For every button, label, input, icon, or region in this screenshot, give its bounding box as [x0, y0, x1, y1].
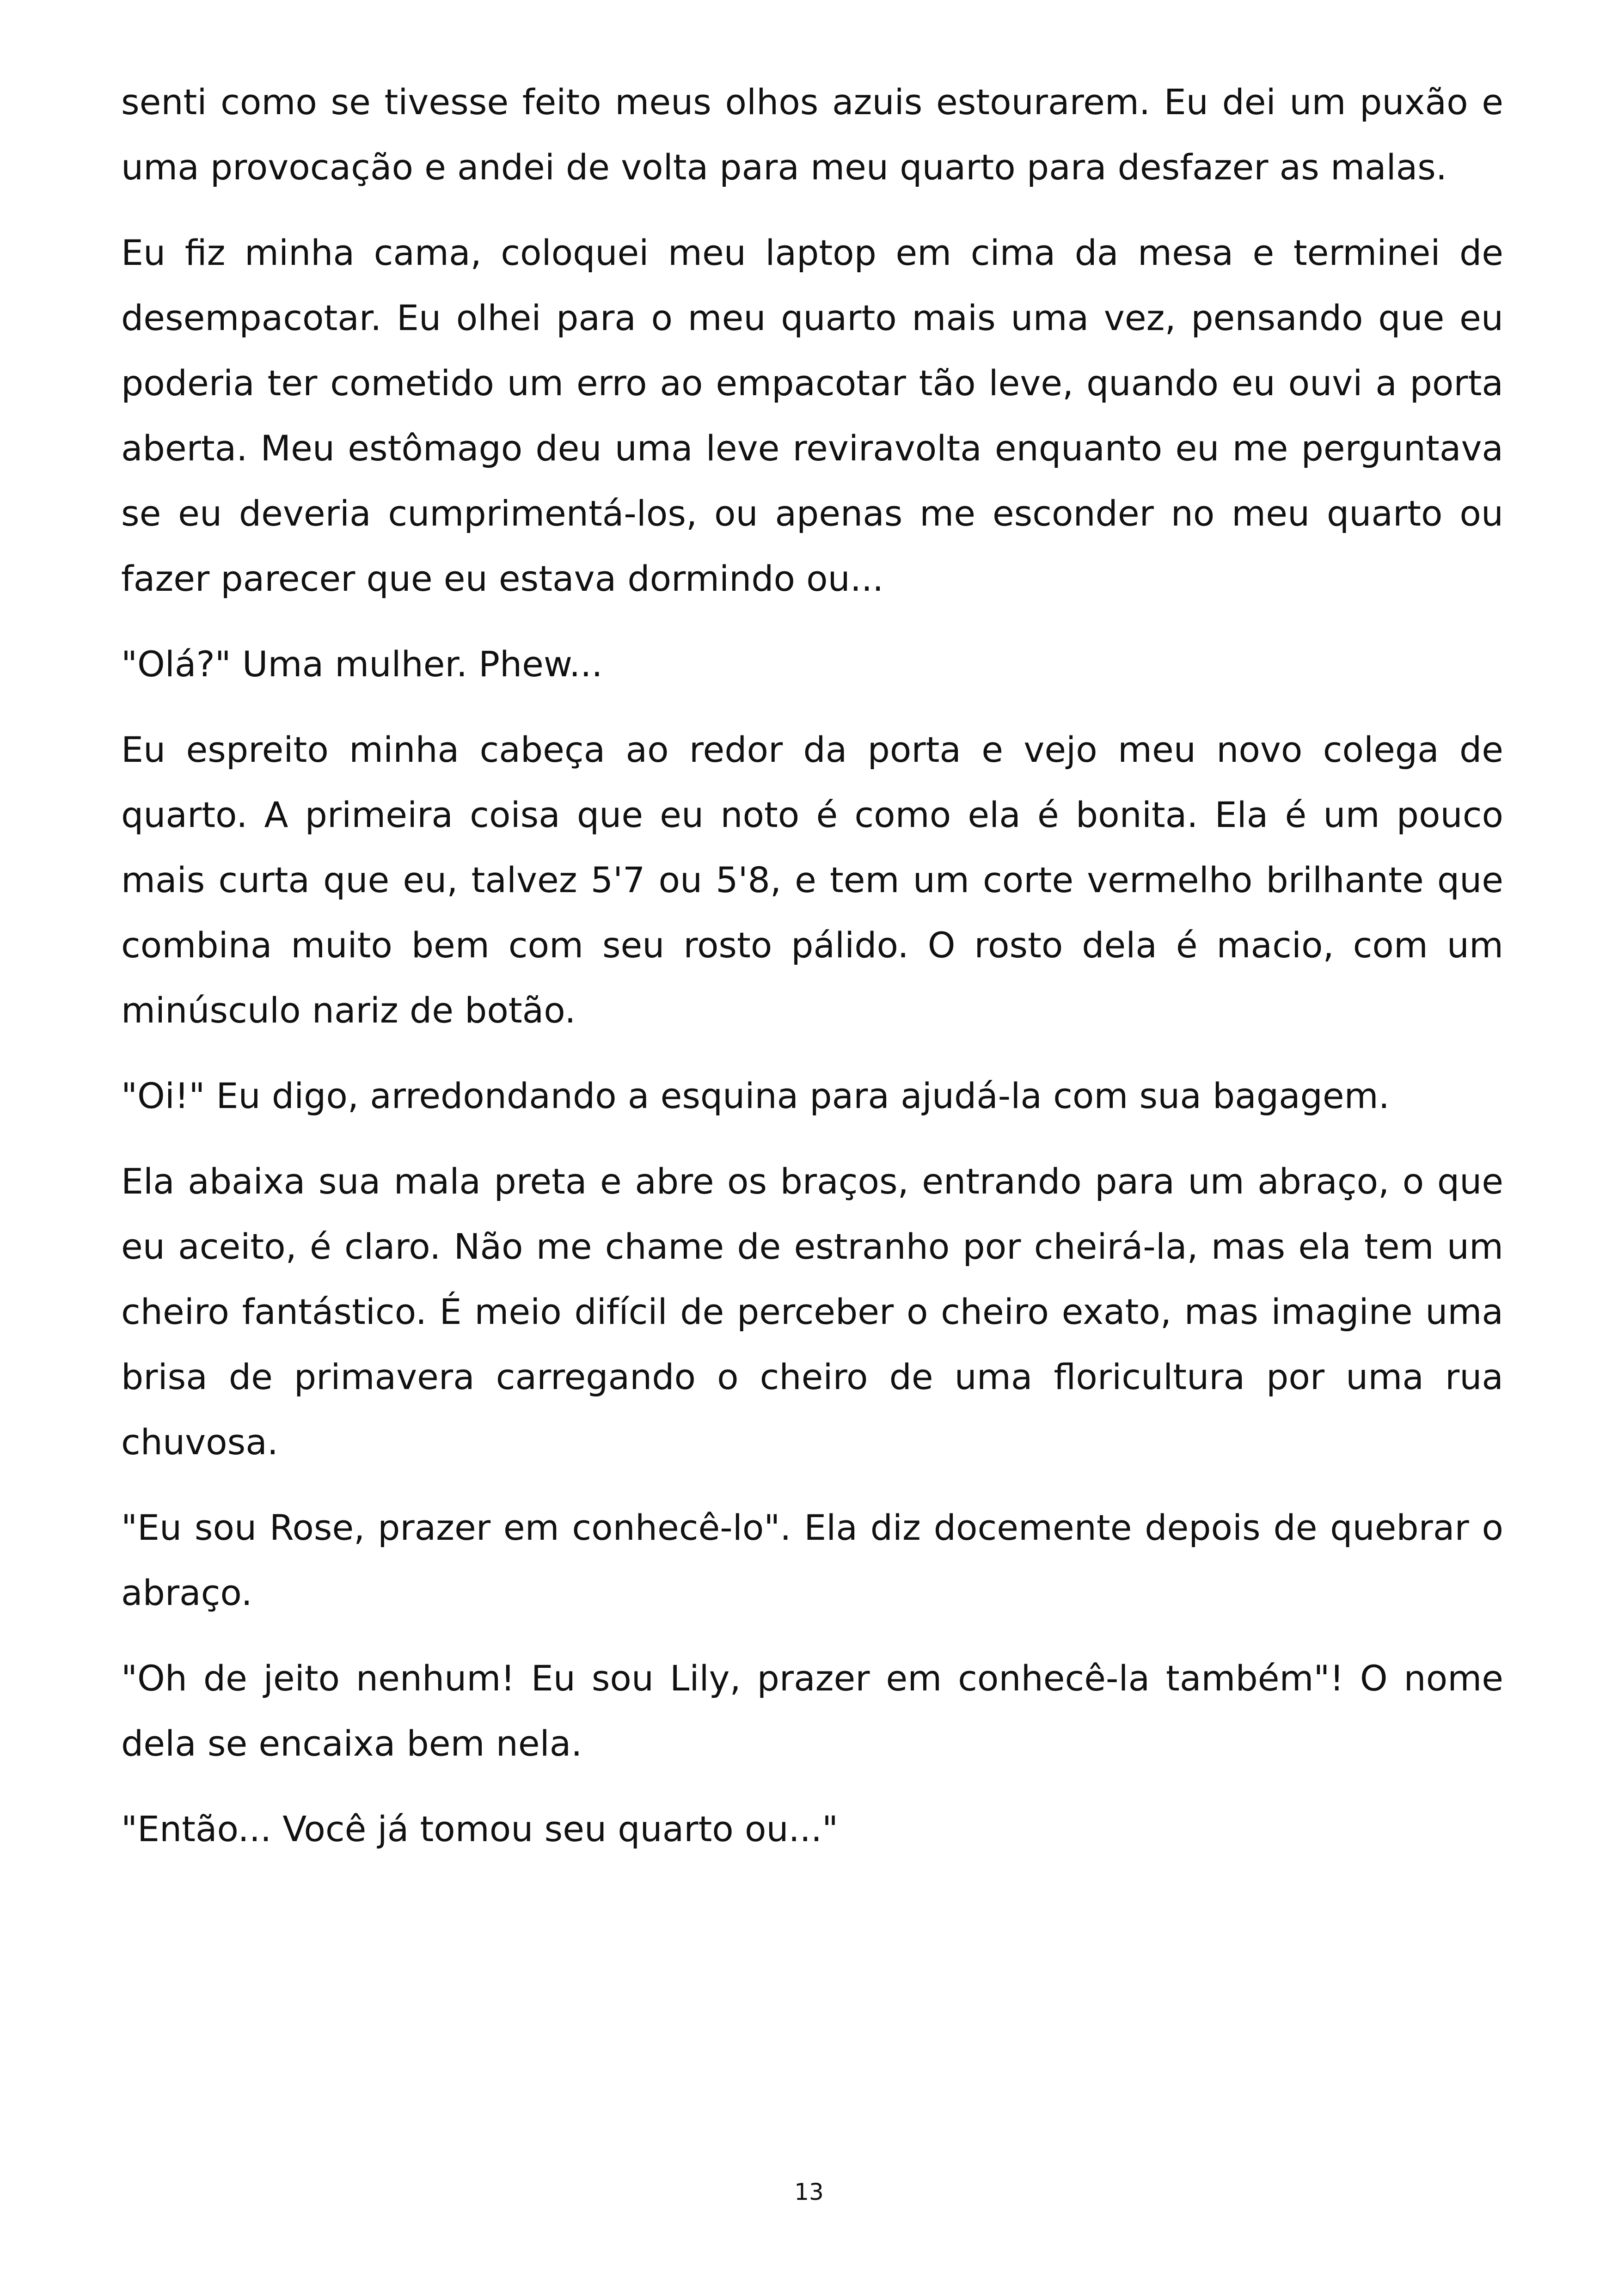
paragraph: "Eu sou Rose, prazer em conhecê-lo". Ela diz docemente depois de quebrar o abraço.	[121, 1507, 1503, 1613]
paragraph: "Então... Você já tomou seu quarto ou..."	[121, 1808, 839, 1849]
paragraph: "Oi!" Eu digo, arredondando a esquina para ajudá-la com sua bagagem.	[121, 1075, 1390, 1116]
paragraph: senti como se tivesse feito meus olhos azuis estourarem. Eu dei um puxão e uma provocação e andei de volta para meu quarto para desfazer as malas.	[121, 81, 1503, 188]
paragraph: "Olá?" Uma mulher. Phew...	[121, 643, 603, 685]
paragraph: Eu espreito minha cabeça ao redor da porta e vejo meu novo colega de quarto. A primeira coisa que eu noto é como ela é bonita. Ela é um pouco mais curta que eu, talvez 5'7 ou 5'8, e tem um corte vermelho brilhante que combina muito bem com seu rosto pálido. O rosto dela é macio, com um minúsculo nariz de botão.	[121, 729, 1503, 1031]
paragraph: "Oh de jeito nenhum! Eu sou Lily, prazer em conhecê-la também"! O nome dela se encaixa bem nela.	[121, 1658, 1503, 1764]
paragraph: Ela abaixa sua mala preta e abre os braços, entrando para um abraço, o que eu aceito, é claro. Não me chame de estranho por cheirá-la, mas ela tem um cheiro fantástico. É meio difícil de perceber o cheiro exato, mas imagine uma brisa de primavera carregando o cheiro de uma floricultura por uma rua chuvosa.	[121, 1161, 1503, 1463]
paragraph: Eu fiz minha cama, coloquei meu laptop em cima da mesa e terminei de desempacotar. Eu olhei para o meu quarto mais uma vez, pensando que eu poderia ter cometido um erro ao empacotar tão leve, quando eu ouvi a porta aberta. Meu estômago deu uma leve reviravolta enquanto eu me perguntava se eu deveria cumprimentá-los, ou apenas me esconder no meu quarto ou fazer parecer que eu estava dormindo ou...	[121, 232, 1503, 599]
page-number: 13	[794, 2179, 824, 2205]
text-body	[121, 69, 1503, 1882]
